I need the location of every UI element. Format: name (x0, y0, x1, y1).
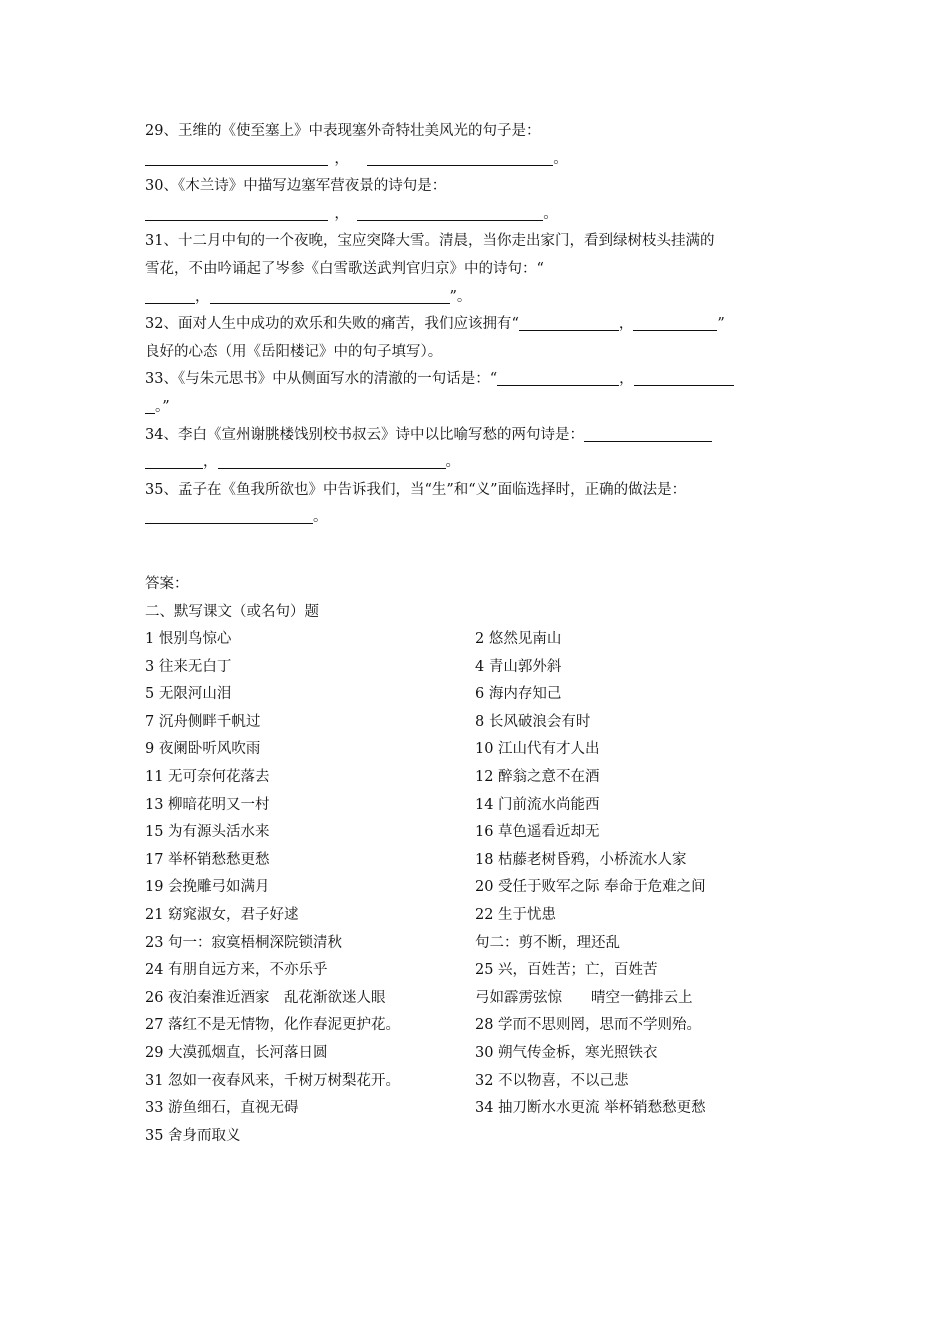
answer-row: 11 无可奈何花落去 12 醉翁之意不在酒 (145, 769, 600, 786)
answer-blank[interactable] (584, 425, 712, 442)
answer-row: 31 忽如一夜春风来，千树万树梨花开。 32 不以物喜，不以己悲 (145, 1072, 629, 1089)
question-29: 29、王维的《使至塞上》中表现塞外奇特壮美风光的句子是： (145, 123, 541, 139)
question-35: 35、孟子在《鱼我所欲也》中告诉我们，当“生”和“义”面临选择时，正确的做法是： (145, 481, 687, 498)
answers-heading: 答案： (145, 575, 189, 592)
question-32-cont: 良好的心态（用《岳阳楼记》中的句子填写）。 (145, 343, 443, 360)
question-32: 32、面对人生中成功的欢乐和失败的痛苦，我们应该拥有“ ， ” (145, 316, 725, 333)
answer-row: 9 夜阑卧听风吹雨 10 江山代有才人出 (145, 741, 600, 758)
answer-row: 23 句一：寂寞梧桐深院锁清秋 句二：剪不断，理还乱 (145, 934, 620, 951)
answer-blank[interactable] (145, 507, 313, 524)
answer-blank[interactable] (357, 204, 543, 221)
answer-row: 1 恨别鸟惊心 2 悠然见南山 (145, 631, 562, 648)
answer-row: 13 柳暗花明又一村 14 门前流水尚能西 (145, 796, 600, 813)
question-33: 33、《与朱元思书》中从侧面写水的清澈的一句话是：“ ， (145, 366, 810, 394)
answer-blank[interactable] (145, 204, 328, 221)
answer-row: 3 往来无白丁 4 青山郭外斜 (145, 658, 562, 675)
answer-row: 19 会挽雕弓如满月 20 受任于败军之际 奉命于危难之间 (145, 879, 706, 896)
question-30: 30、《木兰诗》中描写边塞军营夜景的诗句是： (145, 178, 447, 195)
answer-row: 24 有朋自远方来，不亦乐乎 25 兴，百姓苦；亡，百姓苦 (145, 962, 658, 979)
answer-blank[interactable] (519, 314, 619, 331)
answer-row: 5 无限河山泪 6 海内存知己 (145, 686, 562, 703)
question-29-blanks: ， 。 (145, 146, 810, 174)
answer-row: 26 夜泊秦淮近酒家 乱花渐欲迷人眼 弓如霹雳弦惊 晴空一鹤排云上 (145, 989, 693, 1006)
answer-blank[interactable] (145, 397, 155, 414)
question-34-blanks: ， 。 (145, 449, 810, 477)
answer-blank[interactable] (210, 287, 450, 304)
spacer (145, 532, 810, 571)
answer-row: 33 游鱼细石，直视无碍 34 抽刀断水水更流 举杯销愁愁更愁 (145, 1100, 706, 1117)
answer-blank[interactable] (497, 369, 619, 386)
answer-blank[interactable] (367, 149, 553, 166)
answer-row: 17 举杯销愁愁更愁 18 枯藤老树昏鸦，小桥流水人家 (145, 851, 687, 868)
answer-row: 29 大漠孤烟直，长河落日圆 30 朔气传金柝，寒光照铁衣 (145, 1045, 658, 1061)
answer-row: 27 落红不是无情物，化作春泥更护花。 28 学而不思则罔，思而不学则殆。 (145, 1017, 702, 1034)
answer-blank[interactable] (145, 452, 203, 469)
answer-blank[interactable] (633, 314, 717, 331)
answers-section-title: 二、默写课文（或名句）题 (145, 603, 319, 620)
answer-blank[interactable] (218, 452, 446, 469)
answer-row: 35 舍身而取义 (145, 1127, 241, 1144)
answer-blank[interactable] (145, 287, 195, 304)
question-35-blanks: 。 (145, 504, 810, 532)
question-31-blanks: ， ”。 (145, 284, 810, 312)
question-34: 34、李白《宣州谢朓楼饯别校书叔云》诗中以比喻写愁的两句诗是： (145, 422, 810, 450)
question-31-cont: 雪花，不由吟诵起了岑参《白雪歌送武判官归京》中的诗句：“ (145, 260, 544, 277)
answer-row: 21 窈窕淑女，君子好逑 22 生于忧患 (145, 907, 557, 924)
answer-blank[interactable] (145, 149, 328, 166)
question-30-blanks: ， 。 (145, 201, 810, 229)
answer-blank[interactable] (634, 369, 734, 386)
question-31: 31、十二月中旬的一个夜晚，宝应突降大雪。清晨，当你走出家门，看到绿树枝头挂满的 (145, 233, 715, 250)
answer-row: 7 沉舟侧畔千帆过 8 长风破浪会有时 (145, 713, 591, 730)
document-page (145, 118, 810, 1150)
answer-row: 15 为有源头活水来 16 草色遥看近却无 (145, 824, 600, 841)
answer-table (145, 626, 810, 1150)
question-33-cont: 。” (145, 394, 810, 422)
